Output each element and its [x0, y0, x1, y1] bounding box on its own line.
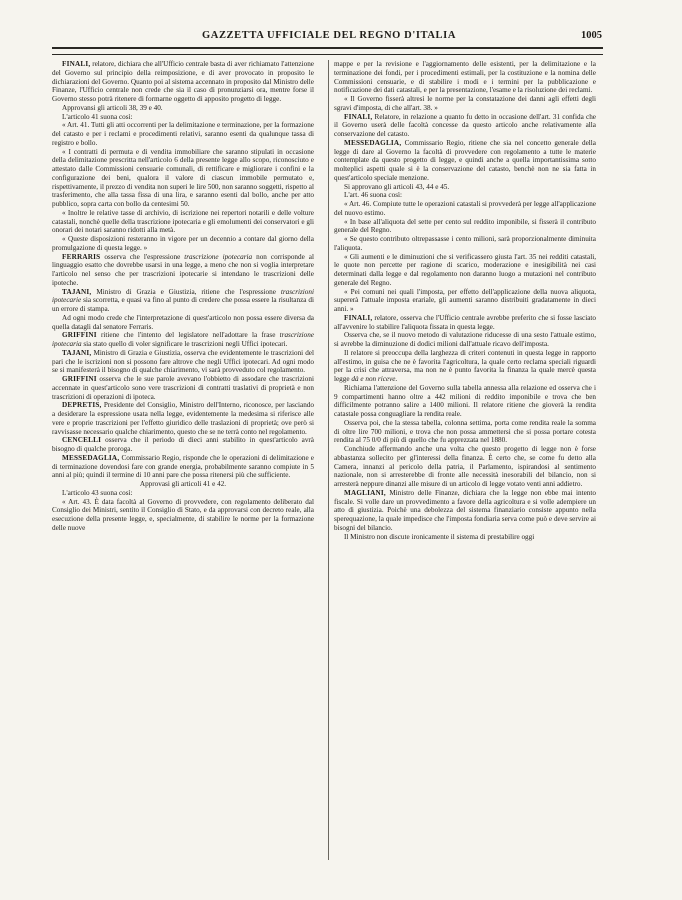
paragraph-text: « Il Governo fisserà altresì le norme per la constatazione dei danni agli effetti degli sgravi d'imposta, di che all'art. 38. » — [334, 95, 596, 112]
paragraph-text: « Art. 41. Tutti gli atti occorrenti per la delimitazione e terminazione, per la formazione del catasto e per i reclami e procedimenti relativi, saranno esenti da qualunque tassa di registro e bollo. — [52, 121, 314, 147]
paragraph-text: Ministro delle Finanze, dichiara che la legge non ebbe mai intento fiscale. Si volle dare un provvedimento a favore della agricoltura e si volle adempiere un atto di giustizia. Poichè una debolezza del sistema finanziario consiste appunto nella sperequazione, la quale impedisce che l'imposta fondiaria serva come può e deve servire ai bisogni del bilancio. — [334, 488, 596, 532]
paragraph-text: Osserva che, se il nuovo metodo di valutazione riducesse di una sesto l'attuale estimo, si avrebbe la diminuzione di dodici milioni dall'attuale ricavo dell'imposta. — [334, 331, 596, 348]
paragraph-text: Commissario Regio, ritiene che sia nel concetto generale della legge di dare al Governo la facoltà di provvedere con regolamento a tutte le materie contemplate da questo progetto di legge, e quindi anche a quella importantissima sotto molteplici aspetti quale si è la conservazione del catasto, benchè non ne sia fatta in quest'articolo speciale menzione. — [334, 138, 596, 182]
paragraph-text: relatore, dichiara che all'Ufficio centrale basta di aver richiamato l'attenzione del Governo sul principio della reimposizione, e di aver provocato in proposito le dichiarazioni del Governo. Quanto poi al sistema accennato in proposito dal Ministro delle Finanze, l'Ufficio centrale non crede che sia il caso di pronunziarsi ora, mentre forse il Governo stesso potrà ritenere di formarne oggetto di apposito progetto di legge. — [52, 60, 314, 103]
paragraph — [52, 436, 314, 454]
paragraph — [334, 533, 596, 542]
paragraph — [52, 480, 314, 489]
paragraph — [52, 489, 314, 498]
paragraph-text: « Gli aumenti e le diminuzioni che si verificassero giusta l'art. 35 nei redditi catastali, le quote non percette per ragione di scarico, moderazione e inesigibilità nei casi determinati dalla legge e dal regolamento non daranno luogo a mutazioni nel contributo generale del Regno. — [334, 252, 596, 287]
paragraph-text: Il Ministro non discute ironicamente il sistema di prestabilire oggi — [344, 532, 535, 541]
paragraph-text: L'articolo 41 suona così: — [62, 112, 133, 121]
paragraph-text: « I contratti di permuta e di vendita immobiliare che saranno stipulati in occasione della delimitazione prescritta nell'articolo 6 della presente legge allo scopo, riconosciuto e attestato dalle Commissioni censuarie comunali, di rettificare e migliorare i confini e la configurazione dei beni, qualora il valore di ciascun immobile permutato e, rispettivamente, il prezzo di vendita non superi le lire 500, non saranno soggetti, rispetto al trasferimento, che alla tassa fissa di una lira, e saranno esenti dal bollo, anche per atto pubblico, sopra carta con bollo da centesimi 50. — [52, 147, 314, 208]
speaker-name: FERRARIS — [62, 252, 101, 261]
paragraph — [52, 113, 314, 122]
paragraph-text: Commissario Regio, risponde che le operazioni di delimitazione e di terminazione dovendosi fare con grande energia, probabilmente saranno compiute in 5 anni al più; quindi il termine di 10 anni pare che possa ritenersi più che sufficiente. — [52, 453, 314, 480]
paragraph — [334, 60, 596, 95]
right-column — [334, 60, 596, 866]
paragraph — [52, 288, 314, 314]
paragraph-text: Approvansi gli articoli 38, 39 e 40. — [62, 103, 163, 112]
paragraph — [334, 139, 596, 183]
paragraph-text: mappe e per la revisione e l'aggiornamento delle esistenti, per la delimitazione e la terminazione dei fondi, per i procedimenti estimali, per la costituzione e la nomina delle Commissioni censuarie, e di stabilire i modi e i termini per la pubblicazione e notificazione dei dati catastali, e per la presentazione, l'esame e la risoluzione dei reclami. — [334, 60, 596, 95]
paragraph-text: osserva che l'espressione — [100, 252, 185, 261]
paragraph — [334, 235, 596, 253]
paragraph — [334, 384, 596, 419]
left-column — [52, 60, 314, 866]
paragraph-text: L'articolo 43 suona così: — [62, 488, 133, 497]
paragraph-text: Osserva poi, che la stessa tabella, colonna settima, porta come rendita reale la somma di oltre lire 700 milioni, e trova che non possa ammettersi che si possa portare cotesta rendita al 75 0/0 di più di quello che fu apprezzata nel 1880. — [334, 418, 596, 445]
page-number: 1005 — [581, 30, 602, 41]
italic-phrase: dà e non riceve. — [351, 375, 398, 383]
paragraph — [334, 419, 596, 445]
paragraph — [334, 95, 596, 113]
paragraph — [52, 104, 314, 113]
paragraph-text: Ministro di Grazia e Giustizia, osserva che evidentemente le trascrizioni del pari che le iscrizioni non si possono fare altrove che negli Uffici ipotecari. Ad ogni modo se si manifesterà il bisogno di qualche chiarimento, vi sarà provveduto col regolamento. — [52, 348, 314, 375]
paragraph — [52, 454, 314, 480]
column-divider — [328, 60, 329, 860]
paragraph — [334, 489, 596, 533]
paragraph — [334, 218, 596, 236]
paragraph-text: « Art. 43. È data facoltà al Governo di provvedere, con regolamento deliberato dal Consiglio dei Ministri, sentito il Consiglio di Stato, e da approvarsi con decreto reale, alla esecuzione della presente legge, e, specialmente, di stabilire le norme per la formazione delle nuove — [52, 497, 314, 532]
speaker-name: TAJANI, — [62, 287, 92, 296]
header-rule — [52, 47, 603, 55]
paragraph — [52, 60, 314, 104]
paragraph — [334, 253, 596, 288]
speaker-name: FINALI, — [344, 313, 373, 322]
paragraph-text: Presidente del Consiglio, Ministro dell'Interno, riconosce, per lasciando a desiderare la espressione usata nella legge, evidentemente la medesima si riferisce alle vere e proprie trascrizioni per l'effetto giuridico delle traslazioni di proprietà; ove però si ravvisasse necessario qualche chiarimento, questo che se ne terrà conto nel regolamento. — [52, 401, 314, 436]
paragraph-text: osserva che le sue parole avevano l'obbietto di assodare che trascrizioni accennate in quest'articolo sono vere trascrizioni di contratti traslativi di proprietà e non trascrizioni di operazioni di ipoteca. — [52, 375, 314, 401]
paragraph — [334, 191, 596, 200]
italic-phrase: trascrizioni ipotecarie — [52, 287, 314, 305]
paragraph-text: Ministro di Grazia e Giustizia, ritiene che l'espressione — [91, 287, 281, 296]
paragraph-text: L'art. 46 suona così: — [344, 191, 402, 200]
paragraph — [334, 288, 596, 314]
paragraph-text: Richiama l'attenzione del Governo sulla tabella annessa alla relazione ed osserva che i 9 compartimenti hanno oltre a 442 milioni di reddito imponibile e trova che ben difficilmente potranno salire a 1400 milioni. Il relatore ritiene che gioverà la rendita catastale possa conguagliare la rendita reale. — [334, 383, 596, 418]
paragraph — [52, 349, 314, 375]
paragraph-text: Approvasi gli articoli 41 e 42. — [139, 480, 227, 488]
paragraph-text: relatore, osserva che l'Ufficio centrale avrebbe preferito che si fosse lasciato all'avvenire lo stabilire l'aliquota fissata in questa legge. — [334, 313, 596, 331]
paragraph — [334, 331, 596, 349]
paragraph — [52, 401, 314, 436]
paragraph — [334, 113, 596, 139]
speaker-name: FINALI, — [62, 60, 91, 68]
speaker-name: MAGLIANI, — [344, 488, 386, 497]
speaker-name: MESSEDAGLIA, — [344, 138, 402, 147]
paragraph — [52, 121, 314, 147]
paragraph — [52, 209, 314, 235]
paragraph-text: non corrisponde al linguaggio esatto che dovrebbe usarsi in una legge, a meno che non si voglia interpretare l'articolo nel senso che per trascrizioni ipotecarie si intendano le trascrizioni delle ipoteche. — [52, 252, 314, 287]
paragraph — [334, 349, 596, 384]
paragraph-text: Il relatore si preoccupa della larghezza di criteri contenuti in questa legge in rapporto all'estimo, in guisa che ne è favorita l'agricoltura, la quale certo reclama speciali riguardi per la crisi che attraversa, ma non ne è punto favorita la finanza la quale mercè questa legge — [334, 348, 596, 383]
italic-phrase: trascrizione ipotecaria — [184, 252, 253, 261]
speaker-name: DEPRETIS, — [62, 401, 102, 410]
paragraph-text: sia scorretta, e quasi va fino al punto di credere che possa essere la risultanza di un errore di stampa. — [52, 296, 314, 313]
speaker-name: TAJANI, — [62, 348, 92, 357]
paragraph — [52, 331, 314, 349]
paragraph-text: « Inoltre le relative tasse di archivio, di iscrizione nei repertori notarili e delle volture catastali, nonchè quelle della trascrizione ipotecaria e gli emolumenti dei conservatori e gli onorari dei notari saranno ridotti alla metà. — [52, 208, 314, 235]
paragraph-text: Relatore, in relazione a quanto fu detto in occasione dell'art. 31 confida che il Governo userà delle facoltà concesse da questo articolo anche relativamente alla conservazione del catasto. — [334, 112, 596, 138]
paragraph-text: « Queste disposizioni resteranno in vigore per un decennio a contare dal giorno della promulgazione di questa legge. » — [52, 235, 314, 252]
paragraph-text: osserva che il periodo di dieci anni stabilito in quest'articolo avrà bisogno di qualche proroga. — [52, 436, 314, 453]
paragraph — [52, 498, 314, 533]
paragraph-text: Si approvano gli articoli 43, 44 e 45. — [344, 182, 450, 191]
paragraph-text: Conchiude affermando anche una volta che questo progetto di legge non è forse abbastanza sollecito per gl'interessi della finanza. È certo che, se come fu detto alla Camera, innanzi al pericolo della patria, il Parlamento, ispirandosi al sentimento nazionale, non si arresterebbe di fronte alle necessità inesorabili del bilancio, non si arresterà neppure dinanzi alle misure di un articolo di legge votato venti anni addietro. — [334, 445, 596, 488]
speaker-name: MESSEDAGLIA, — [62, 453, 120, 462]
paragraph-text: Ad ogni modo crede che l'interpretazione di quest'articolo non possa essere diversa da quella datagli dal senatore Ferraris. — [52, 313, 314, 331]
paragraph — [52, 235, 314, 253]
italic-phrase: trascrizione ipotecaria — [52, 331, 314, 348]
paragraph-text: « Se questo contributo oltrepassasse i cento milioni, sarà proporzionalmente diminuita l'aliquota. — [334, 235, 596, 252]
paragraph-text: « Pei comuni nei quali l'imposta, per effetto dell'applicazione della nuova aliquota, supererà l'attuale imposta erariale, gli aumenti saranno distribuiti gradatamente in dieci anni. » — [334, 287, 596, 313]
speaker-name: CENCELLI — [62, 436, 102, 445]
paragraph — [52, 375, 314, 401]
paragraph-text: « Art. 46. Compiute tutte le operazioni catastali si provvederà per legge all'applicazione del nuovo estimo. — [334, 200, 596, 217]
paragraph — [334, 445, 596, 489]
paragraph — [334, 200, 596, 218]
paragraph-text: sia stato quello di voler significare le trascrizioni negli Uffici ipotecari. — [81, 340, 288, 348]
speaker-name: GRIFFINI — [62, 375, 97, 383]
paragraph-text: ritiene che l'intento del legislatore nell'adottare la frase — [96, 331, 280, 340]
speaker-name: GRIFFINI — [62, 331, 97, 340]
paragraph — [52, 314, 314, 332]
page-header — [52, 30, 602, 44]
paragraph — [334, 314, 596, 332]
paragraph — [334, 183, 596, 192]
speaker-name: FINALI, — [344, 112, 373, 121]
gazette-title: GAZZETTA UFFICIALE DEL REGNO D'ITALIA — [202, 30, 457, 41]
paragraph-text: « In base all'aliquota del sette per cento sul reddito imponibile, si fisserà il contributo generale del Regno. — [334, 217, 596, 235]
paragraph — [52, 148, 314, 209]
paragraph — [52, 253, 314, 288]
